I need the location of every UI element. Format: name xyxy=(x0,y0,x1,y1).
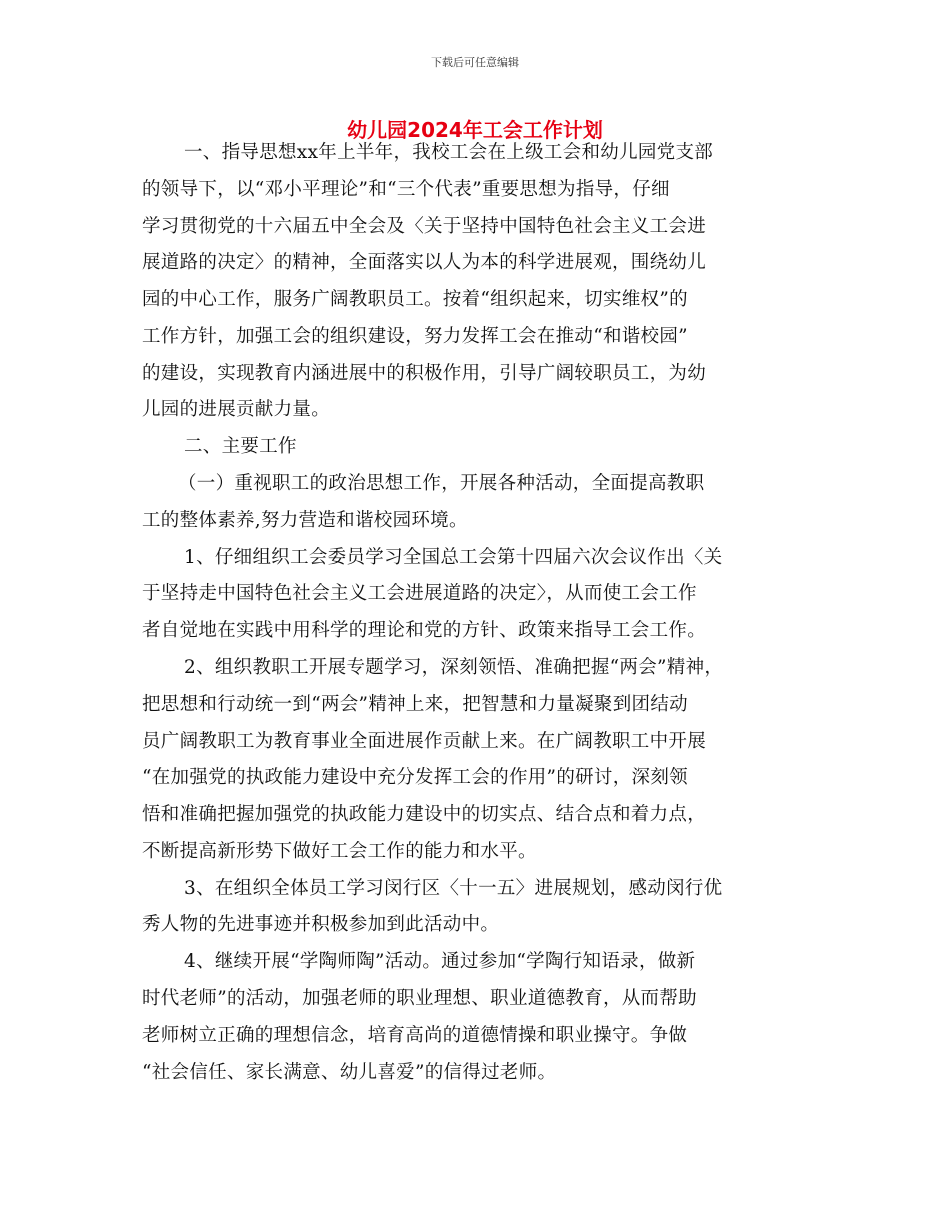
text-line: 一、指导思想xx年上半年，我校工会在上级工会和幼儿园党支部 xyxy=(184,142,714,163)
paragraph-guiding-thought xyxy=(142,138,822,425)
text-line: （一）重视职工的政治思想工作，开展各种活动，全面提高教职 xyxy=(178,473,705,495)
text-line: 悟和准确把握加强党的执政能力建设中的切实点、结合点和着力点， xyxy=(142,804,707,826)
text-line: 工作方针，加强工会的组织建设，努力发挥工会在推动“和谐校园” xyxy=(142,325,688,347)
text-line: 展道路的决定〉的精神，全面落实以人为本的科学进展观，围绕幼儿 xyxy=(142,252,707,274)
text-line: 学习贯彻党的十六届五中全会及〈关于坚持中国特色社会主义工会进 xyxy=(142,215,707,237)
text-line: 把思想和行动统一到“两会”精神上来，把智慧和力量凝聚到团结动 xyxy=(142,693,688,715)
text-line: 老师树立正确的理想信念，培育高尚的道德情操和职业操守。争做 xyxy=(142,1024,688,1046)
document-title: 幼儿园2024年工会工作计划 xyxy=(347,118,603,142)
paragraph-point-2 xyxy=(142,653,822,867)
paragraph-point-4 xyxy=(142,947,822,1087)
text-line: 2、组织教职工开展专题学习，深刻领悟、准确把握“两会”精神， xyxy=(184,656,724,678)
text-line: 的建设，实现教育内涵进展中的积极作用，引导广阔较职员工，为幼 xyxy=(142,362,707,384)
text-line: 不断提高新形势下做好工会工作的能力和水平。 xyxy=(142,840,537,862)
text-line: 者自觉地在实践中用科学的理论和党的方针、政策来指导工会工作。 xyxy=(142,620,707,642)
page-header-note: 下载后可任意编辑 xyxy=(431,56,519,69)
text-line: 于坚持走中国特色社会主义工会进展道路的决定〉，从而使工会工作 xyxy=(142,583,697,605)
text-line: 时代老师”的活动，加强老师的职业理想、职业道德教育，从而帮助 xyxy=(142,987,697,1009)
paragraph-point-3 xyxy=(142,874,822,940)
text-line: 员广阔教职工为教育事业全面进展作贡献上来。在广阔教职工中开展 xyxy=(142,730,707,752)
text-line: “社会信任、家长满意、幼儿喜爱”的信得过老师。 xyxy=(142,1061,557,1083)
text-line: 儿园的进展贡献力量。 xyxy=(142,399,331,421)
text-line: 1、仔细组织工会委员学习全国总工会第十四届六次会议作出〈关 xyxy=(184,546,723,568)
paragraph-main-work-heading xyxy=(142,432,822,462)
text-line: 的领导下，以“邓小平理论”和“三个代表”重要思想为指导，仔细 xyxy=(142,178,670,200)
text-line: “在加强党的执政能力建设中充分发挥工会的作用”的研讨，深刻领 xyxy=(142,767,688,789)
section-heading: 二、主要工作 xyxy=(184,436,297,458)
document-body xyxy=(142,138,822,1094)
paragraph-item-one xyxy=(142,469,822,535)
text-line: 园的中心工作，服务广阔教职员工。按着“组织起来，切实维权”的 xyxy=(142,289,688,311)
text-line: 3、在组织全体员工学习闵行区〈十一五〉进展规划，感动闵行优 xyxy=(184,877,723,899)
text-line: 秀人物的先进事迹并积极参加到此活动中。 xyxy=(142,914,500,936)
text-line: 4、继续开展“学陶师陶”活动。通过参加“学陶行知语录，做新 xyxy=(184,951,696,973)
text-line: 工的整体素养,努力营造和谐校园环境。 xyxy=(142,509,468,531)
paragraph-point-1 xyxy=(142,543,822,646)
